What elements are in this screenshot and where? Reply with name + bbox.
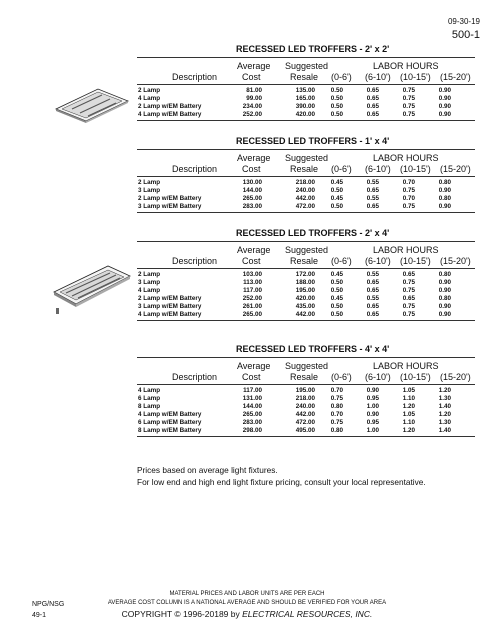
row-resale: 172.00 xyxy=(295,271,315,278)
header-hours: HOURS xyxy=(406,361,439,371)
row-labor-6-10: 0.90 xyxy=(366,411,379,418)
row-labor-6-10: 0.55 xyxy=(366,179,379,186)
row-resale: 188.00 xyxy=(295,279,315,286)
header-range-1: (0-6') xyxy=(331,72,352,82)
row-labor-15-20: 0.90 xyxy=(438,95,451,102)
troffer-2x4-icon xyxy=(50,262,132,322)
header-range-1: (0-6') xyxy=(331,372,352,382)
row-resale: 420.00 xyxy=(295,111,315,118)
row-labor-6-10: 0.65 xyxy=(366,87,379,94)
row-labor-15-20: 1.30 xyxy=(438,395,451,402)
header-labor: LABOR xyxy=(373,361,404,371)
row-description: 4 Lamp xyxy=(138,95,161,102)
header-range-4: (15-20') xyxy=(440,372,471,382)
table-row xyxy=(0,427,494,435)
header-labor: LABOR xyxy=(373,153,404,163)
row-description: 3 Lamp xyxy=(138,187,161,194)
header-range-3: (10-15') xyxy=(400,164,431,174)
header-range-3: (10-15') xyxy=(400,372,431,382)
row-labor-6-10: 1.00 xyxy=(366,403,379,410)
row-labor-10-15: 0.75 xyxy=(402,203,415,210)
header-labor: LABOR xyxy=(373,61,404,71)
row-labor-6-10: 0.55 xyxy=(366,195,379,202)
row-labor-10-15: 1.05 xyxy=(402,411,415,418)
rule-header xyxy=(137,384,475,385)
row-labor-0-6: 0.50 xyxy=(330,303,343,310)
header-range-4: (15-20') xyxy=(440,256,471,266)
table-row xyxy=(0,179,494,187)
row-cost: 265.00 xyxy=(242,311,262,318)
row-labor-10-15: 0.75 xyxy=(402,87,415,94)
row-labor-6-10: 0.65 xyxy=(366,311,379,318)
row-resale: 165.00 xyxy=(295,95,315,102)
header-resale: Resale xyxy=(290,372,319,382)
row-description: 2 Lamp xyxy=(138,271,161,278)
header-suggested: Suggested xyxy=(285,153,329,163)
row-resale: 390.00 xyxy=(295,103,315,110)
row-cost: 298.00 xyxy=(242,427,262,434)
row-resale: 218.00 xyxy=(295,179,315,186)
header-cost: Cost xyxy=(242,164,261,174)
header-range-2: (6-10') xyxy=(365,72,391,82)
row-cost: 131.00 xyxy=(242,395,262,402)
row-labor-0-6: 0.45 xyxy=(330,195,343,202)
table-row xyxy=(0,395,494,403)
header-description: Description xyxy=(172,256,218,266)
row-cost: 130.00 xyxy=(242,179,262,186)
row-resale: 218.00 xyxy=(295,395,315,402)
row-labor-15-20: 1.30 xyxy=(438,419,451,426)
header-suggested: Suggested xyxy=(285,245,329,255)
row-description: 2 Lamp w/EM Battery xyxy=(138,295,202,302)
row-labor-10-15: 1.05 xyxy=(402,387,415,394)
row-labor-0-6: 0.50 xyxy=(330,187,343,194)
row-labor-6-10: 0.55 xyxy=(366,271,379,278)
row-labor-0-6: 0.80 xyxy=(330,403,343,410)
row-description: 4 Lamp xyxy=(138,387,161,394)
row-description: 3 Lamp w/EM Battery xyxy=(138,303,202,310)
row-labor-0-6: 0.50 xyxy=(330,287,343,294)
row-labor-0-6: 0.50 xyxy=(330,87,343,94)
row-labor-15-20: 0.80 xyxy=(438,271,451,278)
row-labor-0-6: 0.50 xyxy=(330,203,343,210)
row-labor-10-15: 0.75 xyxy=(402,287,415,294)
row-labor-10-15: 0.75 xyxy=(402,311,415,318)
row-labor-10-15: 0.75 xyxy=(402,111,415,118)
row-labor-6-10: 0.95 xyxy=(366,419,379,426)
table-row xyxy=(0,419,494,427)
row-description: 4 Lamp w/EM Battery xyxy=(138,311,202,318)
row-labor-0-6: 0.70 xyxy=(330,411,343,418)
row-description: 4 Lamp w/EM Battery xyxy=(138,111,202,118)
header-suggested: Suggested xyxy=(285,61,329,71)
section-title: RECESSED LED TROFFERS - 2' x 2' xyxy=(236,44,390,54)
row-cost: 144.00 xyxy=(242,187,262,194)
row-labor-15-20: 0.80 xyxy=(438,179,451,186)
table-row xyxy=(0,411,494,419)
row-description: 2 Lamp w/EM Battery xyxy=(138,103,202,110)
row-labor-15-20: 0.90 xyxy=(438,187,451,194)
row-cost: 99.00 xyxy=(246,95,262,102)
row-labor-15-20: 0.90 xyxy=(438,203,451,210)
header-average: Average xyxy=(237,153,271,163)
table-row xyxy=(0,403,494,411)
rule-header xyxy=(137,84,475,85)
row-cost: 252.00 xyxy=(242,111,262,118)
rule-header xyxy=(137,268,475,269)
row-labor-0-6: 0.75 xyxy=(330,395,343,402)
header-range-4: (15-20') xyxy=(440,72,471,82)
row-labor-10-15: 1.10 xyxy=(402,395,415,402)
row-labor-0-6: 0.45 xyxy=(330,179,343,186)
row-description: 4 Lamp xyxy=(138,287,161,294)
row-labor-0-6: 0.80 xyxy=(330,427,343,434)
rule-bottom xyxy=(137,120,475,121)
table-row xyxy=(0,387,494,395)
table-row xyxy=(0,195,494,203)
row-labor-6-10: 0.55 xyxy=(366,295,379,302)
row-cost: 252.00 xyxy=(242,295,262,302)
rule-bottom xyxy=(137,320,475,321)
row-labor-0-6: 0.75 xyxy=(330,419,343,426)
row-resale: 420.00 xyxy=(295,295,315,302)
row-labor-15-20: 1.40 xyxy=(438,427,451,434)
row-resale: 195.00 xyxy=(295,387,315,394)
row-cost: 144.00 xyxy=(242,403,262,410)
row-labor-10-15: 0.65 xyxy=(402,295,415,302)
row-cost: 113.00 xyxy=(243,279,262,286)
header-suggested: Suggested xyxy=(285,361,329,371)
row-labor-6-10: 0.65 xyxy=(366,95,379,102)
header-resale: Resale xyxy=(290,72,319,82)
header-range-4: (15-20') xyxy=(440,164,471,174)
row-labor-15-20: 0.90 xyxy=(438,279,451,286)
header-hours: HOURS xyxy=(406,61,439,71)
rule-bottom xyxy=(137,212,475,213)
row-resale: 442.00 xyxy=(295,311,315,318)
row-cost: 261.00 xyxy=(242,303,262,310)
row-labor-0-6: 0.50 xyxy=(330,103,343,110)
row-resale: 240.00 xyxy=(295,187,315,194)
row-labor-15-20: 0.80 xyxy=(438,295,451,302)
row-resale: 195.00 xyxy=(295,287,315,294)
row-labor-6-10: 0.95 xyxy=(366,395,379,402)
row-description: 8 Lamp w/EM Battery xyxy=(138,427,202,434)
row-resale: 442.00 xyxy=(295,195,315,202)
header-labor: LABOR xyxy=(373,245,404,255)
row-resale: 472.00 xyxy=(295,419,315,426)
header-range-1: (0-6') xyxy=(331,164,352,174)
row-resale: 435.00 xyxy=(295,303,315,310)
header-range-3: (10-15') xyxy=(400,256,431,266)
header-description: Description xyxy=(172,372,218,382)
row-cost: 117.00 xyxy=(243,387,262,394)
row-resale: 135.00 xyxy=(295,87,315,94)
footer-copyright: COPYRIGHT © 1996-20189 by ELECTRICAL RESOURCES, INC. xyxy=(121,609,373,619)
row-labor-6-10: 0.65 xyxy=(366,279,379,286)
header-average: Average xyxy=(237,245,271,255)
row-labor-15-20: 0.90 xyxy=(438,287,451,294)
row-labor-15-20: 1.20 xyxy=(438,387,451,394)
header-resale: Resale xyxy=(290,256,319,266)
header-description: Description xyxy=(172,72,218,82)
row-labor-0-6: 0.45 xyxy=(330,271,343,278)
row-cost: 81.00 xyxy=(246,87,262,94)
row-labor-10-15: 1.20 xyxy=(402,427,415,434)
footer-page-ref: 49-1 xyxy=(32,612,47,619)
rule-top xyxy=(137,357,475,358)
row-cost: 283.00 xyxy=(242,419,262,426)
row-cost: 103.00 xyxy=(242,271,262,278)
troffer-2x2-icon xyxy=(52,85,132,125)
table-row xyxy=(0,203,494,211)
row-labor-10-15: 0.75 xyxy=(402,279,415,286)
row-labor-15-20: 1.20 xyxy=(438,411,451,418)
row-labor-10-15: 1.20 xyxy=(402,403,415,410)
row-labor-0-6: 0.50 xyxy=(330,95,343,102)
header-cost: Cost xyxy=(242,256,261,266)
footer-line-2: AVERAGE COST COLUMN IS A NATIONAL AVERAGE AND SHOULD BE VERIFIED FOR YOUR AREA xyxy=(107,600,387,606)
row-labor-10-15: 0.75 xyxy=(402,303,415,310)
header-range-1: (0-6') xyxy=(331,256,352,266)
rule-top xyxy=(137,149,475,150)
row-description: 8 Lamp xyxy=(138,403,161,410)
row-resale: 442.00 xyxy=(295,411,315,418)
footer-code: NPG/NSG xyxy=(32,601,65,608)
rule-top xyxy=(137,241,475,242)
row-labor-6-10: 0.65 xyxy=(366,303,379,310)
header-range-2: (6-10') xyxy=(365,372,391,382)
row-labor-6-10: 0.65 xyxy=(366,111,379,118)
row-resale: 240.00 xyxy=(295,403,315,410)
row-description: 2 Lamp w/EM Battery xyxy=(138,195,202,202)
row-labor-6-10: 0.65 xyxy=(366,187,379,194)
row-labor-15-20: 1.40 xyxy=(438,403,451,410)
row-labor-10-15: 0.75 xyxy=(402,95,415,102)
rule-top xyxy=(137,57,475,58)
row-labor-10-15: 0.70 xyxy=(402,195,415,202)
row-labor-10-15: 0.70 xyxy=(402,179,415,186)
page-number: 500-1 xyxy=(451,29,480,41)
row-description: 3 Lamp w/EM Battery xyxy=(138,203,202,210)
row-cost: 283.00 xyxy=(242,203,262,210)
row-cost: 234.00 xyxy=(242,103,262,110)
header-hours: HOURS xyxy=(406,245,439,255)
row-description: 6 Lamp xyxy=(138,395,161,402)
row-labor-6-10: 0.65 xyxy=(366,203,379,210)
row-labor-10-15: 0.75 xyxy=(402,103,415,110)
row-labor-6-10: 0.65 xyxy=(366,287,379,294)
row-cost: 265.00 xyxy=(242,195,262,202)
rule-bottom xyxy=(137,436,475,437)
row-labor-10-15: 0.75 xyxy=(402,187,415,194)
header-hours: HOURS xyxy=(406,153,439,163)
row-labor-0-6: 0.50 xyxy=(330,311,343,318)
row-labor-0-6: 0.45 xyxy=(330,295,343,302)
note-line-2: For low end and high end light fixture pricing, consult your local representative. xyxy=(137,477,426,487)
section-title: RECESSED LED TROFFERS - 1' x 4' xyxy=(236,136,390,146)
row-labor-15-20: 0.90 xyxy=(438,303,451,310)
row-labor-10-15: 1.10 xyxy=(402,419,415,426)
header-range-3: (10-15') xyxy=(400,72,431,82)
row-description: 2 Lamp xyxy=(138,179,161,186)
note-line-1: Prices based on average light fixtures. xyxy=(137,465,278,475)
section-title: RECESSED LED TROFFERS - 2' x 4' xyxy=(236,228,390,238)
row-labor-15-20: 0.90 xyxy=(438,87,451,94)
row-description: 4 Lamp w/EM Battery xyxy=(138,411,202,418)
row-labor-6-10: 0.90 xyxy=(366,387,379,394)
row-labor-15-20: 0.80 xyxy=(438,195,451,202)
row-cost: 117.00 xyxy=(243,287,262,294)
section-title: RECESSED LED TROFFERS - 4' x 4' xyxy=(236,344,390,354)
header-cost: Cost xyxy=(242,372,261,382)
row-labor-6-10: 0.65 xyxy=(366,103,379,110)
header-range-2: (6-10') xyxy=(365,256,391,266)
row-labor-15-20: 0.90 xyxy=(438,111,451,118)
page-date: 09-30-19 xyxy=(447,17,480,26)
header-resale: Resale xyxy=(290,164,319,174)
row-labor-10-15: 0.65 xyxy=(402,271,415,278)
row-labor-6-10: 1.00 xyxy=(366,427,379,434)
row-labor-15-20: 0.90 xyxy=(438,103,451,110)
rule-header xyxy=(137,176,475,177)
row-resale: 495.00 xyxy=(295,427,315,434)
row-labor-0-6: 0.70 xyxy=(330,387,343,394)
row-cost: 265.00 xyxy=(242,411,262,418)
row-resale: 472.00 xyxy=(295,203,315,210)
row-labor-15-20: 0.90 xyxy=(438,311,451,318)
header-average: Average xyxy=(237,361,271,371)
header-range-2: (6-10') xyxy=(365,164,391,174)
row-labor-0-6: 0.50 xyxy=(330,279,343,286)
header-average: Average xyxy=(237,61,271,71)
header-description: Description xyxy=(172,164,218,174)
footer-line-1: MATERIAL PRICES AND LABOR UNITS ARE PER EACH xyxy=(169,591,325,597)
header-cost: Cost xyxy=(242,72,261,82)
row-labor-0-6: 0.50 xyxy=(330,111,343,118)
row-description: 6 Lamp w/EM Battery xyxy=(138,419,202,426)
table-row xyxy=(0,187,494,195)
row-description: 3 Lamp xyxy=(138,279,161,286)
row-description: 2 Lamp xyxy=(138,87,161,94)
